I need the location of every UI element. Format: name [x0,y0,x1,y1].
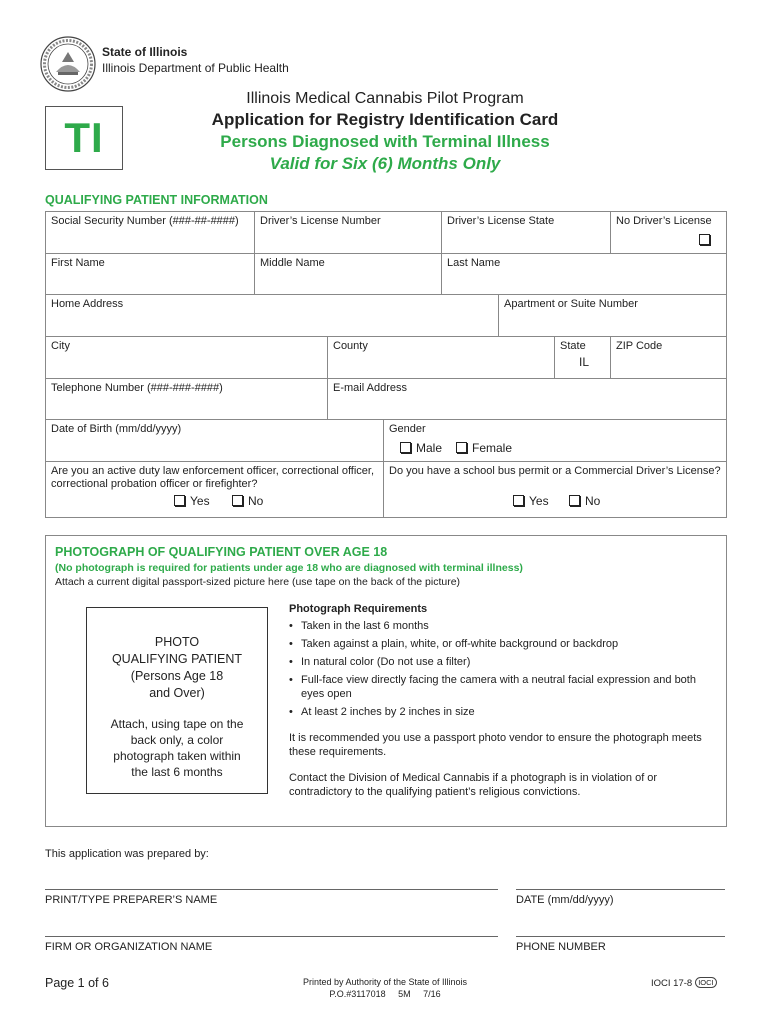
dob-label: Date of Birth (mm/dd/yyyy) [51,423,182,435]
bus-yes-label: Yes [529,494,549,508]
no-dl-checkbox[interactable] [699,234,710,245]
requirement-item: • Taken in the last 6 months [301,619,709,633]
form-code [651,977,717,989]
bus-no-label: No [585,494,601,508]
firm-name-label: FIRM OR ORGANIZATION NAME [45,941,213,953]
male-label: Male [416,441,443,455]
officer-yes-option[interactable] [174,495,210,508]
photo-box-line2: QUALIFYING PATIENT [111,652,243,666]
bus-question: Do you have a school bus permit or a Commercial Driver’s License? [389,465,721,477]
last-name-field[interactable] [442,254,726,295]
page-subtitle: Persons Diagnosed with Terminal Illness [220,132,550,151]
bus-question-field [384,462,726,517]
badge-label: TI [64,114,104,161]
requirement-item: • Full-face view directly facing the camera with a neutral facial expression and both eyes open [301,673,709,701]
dl-state-label: Driver’s License State [447,215,555,227]
home-address-label: Home Address [51,298,124,310]
title-block [140,90,630,174]
photo-attach-area[interactable] [86,607,268,794]
state-seal-icon [40,36,96,92]
email-field[interactable] [328,379,726,420]
photo-box-line4: and Over) [149,686,205,700]
firm-name-line[interactable] [45,936,498,937]
validity-note: Valid for Six (6) Months Only [269,154,501,173]
ioci-logo: IOCI [695,977,716,988]
telephone-field[interactable] [46,379,328,420]
no-dl-label: No Driver’s License [616,215,712,227]
ssn-label: Social Security Number (###-##-####) [51,215,239,227]
phone-label: PHONE NUMBER [516,941,606,953]
photo-note: (No photograph is required for patients under age 18 who are diagnosed with terminal illness) [55,562,523,574]
patient-info-form [45,211,727,518]
zip-label: ZIP Code [616,340,663,352]
state-name: State of Illinois [102,45,188,59]
printed-line2: P.O.#3117018 5M 7/16 [329,989,441,999]
officer-yes-checkbox[interactable] [174,495,185,506]
telephone-label: Telephone Number (###-###-####) [51,382,223,394]
male-checkbox[interactable] [400,442,411,453]
patient-section-title: QUALIFYING PATIENT INFORMATION [45,193,268,207]
photo-section-title: PHOTOGRAPH OF QUALIFYING PATIENT OVER AGE 18 [55,545,388,559]
dob-field[interactable] [46,420,384,462]
photo-instruction: Attach a current digital passport-sized picture here (use tape on the back of the picture) [55,576,461,588]
ssn-field[interactable] [46,212,255,254]
middle-name-field[interactable] [255,254,442,295]
preparer-name-label: PRINT/TYPE PREPARER’S NAME [45,894,218,906]
middle-name-label: Middle Name [260,257,325,269]
state-value: IL [579,355,590,369]
requirement-item: • At least 2 inches by 2 inches in size [301,705,709,719]
page-title: Application for Registry Identification Card [211,110,559,129]
bus-no-checkbox[interactable] [569,495,580,506]
preparer-date-label: DATE (mm/dd/yyyy) [516,894,614,906]
officer-yes-label: Yes [190,494,210,508]
officer-question: Are you an active duty law enforcement officer, correctional officer, correctional probation officer or firefighter? [51,465,375,490]
program-title: Illinois Medical Cannabis Pilot Program [246,90,524,107]
last-name-label: Last Name [447,257,501,269]
requirement-item: • In natural color (Do not use a filter) [301,655,709,669]
photo-box-line3: (Persons Age 18 [130,669,224,683]
preparer-date-line[interactable] [516,889,725,890]
bus-no-option[interactable] [569,495,600,508]
city-label: City [51,340,70,352]
photo-box-line1: PHOTO [154,635,200,649]
officer-question-field [46,462,384,517]
printed-by [250,976,520,1000]
photo-requirements [289,603,709,799]
home-address-field[interactable] [46,295,499,337]
preparer-name-line[interactable] [45,889,498,890]
department-name: Illinois Department of Public Health [102,61,289,75]
preparer-intro: This application was prepared by: [45,848,209,860]
state-field[interactable] [555,337,611,379]
requirements-list [289,619,709,719]
photo-contact-note: Contact the Division of Medical Cannabis if a photograph is in violation of or contradictory to the qualifying patient’s religious convictions. [289,772,658,798]
gender-female-option[interactable] [456,441,512,455]
form-type-badge [45,106,123,170]
photo-recommendation: It is recommended you use a passport photo vendor to ensure the photograph meets these requirements. [289,732,702,758]
dl-number-label: Driver’s License Number [260,215,381,227]
county-label: County [333,340,368,352]
photo-box-attach: Attach, using tape on the back only, a color photograph taken within the last 6 months [110,717,244,779]
page-number: Page 1 of 6 [45,976,109,990]
bus-yes-checkbox[interactable] [513,495,524,506]
state-label: State [560,340,586,352]
bus-yes-option[interactable] [513,495,549,508]
officer-no-option[interactable] [232,495,263,508]
phone-line[interactable] [516,936,725,937]
apt-label: Apartment or Suite Number [504,298,638,310]
dl-number-field[interactable] [255,212,442,254]
zip-field[interactable] [611,337,726,379]
gender-label: Gender [389,423,426,435]
printed-line1: Printed by Authority of the State of Illinois [302,977,468,987]
female-checkbox[interactable] [456,442,467,453]
first-name-label: First Name [51,257,105,269]
gender-male-option[interactable] [400,441,442,455]
female-label: Female [472,441,513,455]
form-code-text: IOCI 17-8 [651,978,693,989]
officer-no-label: No [248,494,264,508]
no-dl-field [611,212,726,254]
county-field[interactable] [328,337,555,379]
first-name-field[interactable] [46,254,255,295]
apt-field[interactable] [499,295,726,337]
requirements-title: Photograph Requirements [289,603,428,615]
officer-no-checkbox[interactable] [232,495,243,506]
gender-field [384,420,726,462]
city-field[interactable] [46,337,328,379]
requirement-item: • Taken against a plain, white, or off-white background or backdrop [301,637,709,651]
email-label: E-mail Address [333,382,407,394]
dl-state-field[interactable] [442,212,611,254]
